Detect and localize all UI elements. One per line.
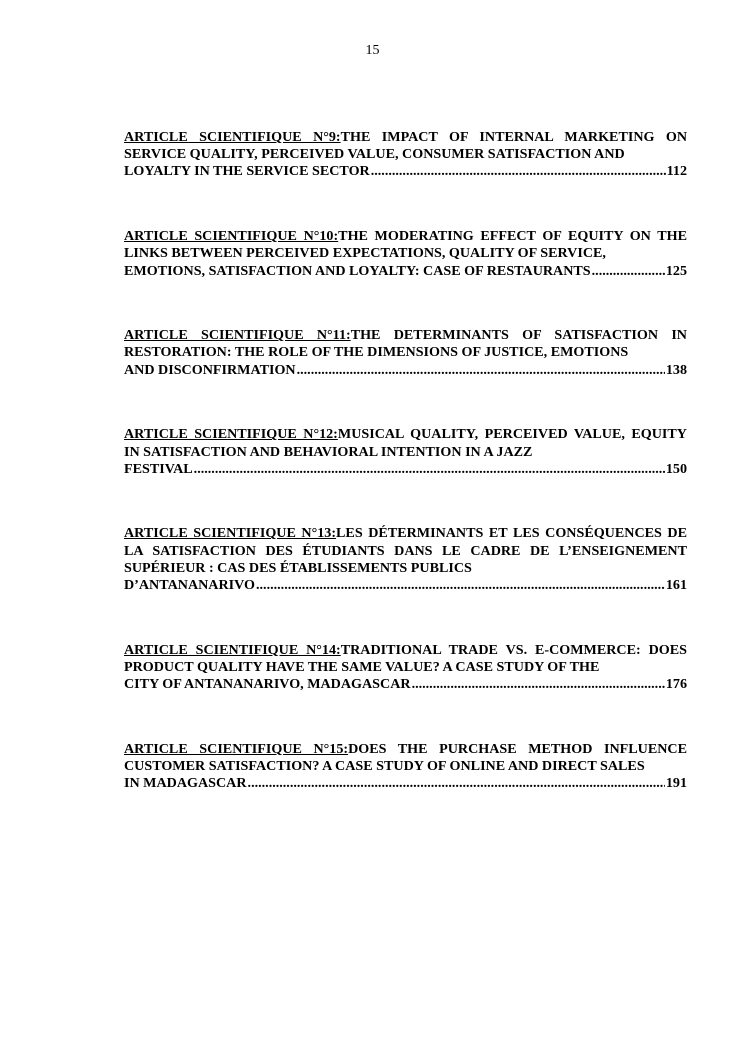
- toc-entry-text-end: FESTIVAL: [124, 460, 193, 477]
- toc-entry-text-end: D’ANTANANARIVO: [124, 577, 255, 594]
- toc-entry-text-end: IN MADAGASCAR: [124, 775, 247, 792]
- table-of-contents: [124, 129, 687, 840]
- toc-entry-text: TRADITIONAL TRADE VS. E-COMMERCE: DOES PRODUCT QUALITY HAVE THE SAME VALUE? A CASE STUDY OF THE: [124, 641, 687, 675]
- toc-entry-text-end: AND DISCONFIRMATION: [124, 361, 296, 378]
- dot-leader: [592, 263, 665, 280]
- toc-entry-last-line: [124, 775, 687, 792]
- toc-entry-article-9[interactable]: [124, 129, 687, 181]
- toc-entry-title: [124, 228, 687, 262]
- toc-entry-text: THE MODERATING EFFECT OF EQUITY ON THE LINKS BETWEEN PERCEIVED EXPECTATIONS, QUALITY OF SERVICE,: [124, 228, 687, 262]
- toc-entry-article-10[interactable]: [124, 228, 687, 280]
- toc-entry-article-13[interactable]: [124, 525, 687, 594]
- toc-entry-title: [124, 426, 687, 460]
- toc-entry-text: THE DETERMINANTS OF SATISFACTION IN RESTORATION: THE ROLE OF THE DIMENSIONS OF JUSTICE, EMOTIONS: [124, 327, 687, 361]
- toc-entry-last-line: [124, 461, 687, 478]
- dot-leader: [371, 163, 666, 180]
- toc-entry-prefix: ARTICLE SCIENTIFIQUE N°14:: [124, 641, 341, 658]
- toc-entry-last-line: [124, 263, 687, 280]
- toc-entry-last-line: [124, 163, 687, 180]
- toc-entry-last-line: [124, 676, 687, 693]
- toc-entry-text: MUSICAL QUALITY, PERCEIVED VALUE, EQUITY IN SATISFACTION AND BEHAVIORAL INTENTION IN A JAZZ: [124, 426, 687, 460]
- toc-entry-article-15[interactable]: [124, 741, 687, 793]
- toc-entry-prefix: ARTICLE SCIENTIFIQUE N°15:: [124, 740, 349, 757]
- toc-entry-page: 150: [665, 460, 687, 477]
- toc-entry-page: 112: [666, 163, 687, 180]
- toc-entry-article-14[interactable]: [124, 642, 687, 694]
- toc-entry-text-end: LOYALTY IN THE SERVICE SECTOR: [124, 163, 370, 180]
- toc-entry-article-12[interactable]: [124, 426, 687, 478]
- toc-entry-prefix: ARTICLE SCIENTIFIQUE N°13:: [124, 525, 337, 542]
- toc-entry-text-end: CITY OF ANTANANARIVO, MADAGASCAR: [124, 676, 411, 693]
- toc-entry-text: DOES THE PURCHASE METHOD INFLUENCE CUSTOMER SATISFACTION? A CASE STUDY OF ONLINE AND DIRECT SALES: [124, 740, 687, 775]
- toc-entry-last-line: [124, 577, 687, 594]
- page-number: 15: [365, 43, 380, 58]
- toc-entry-text-end: EMOTIONS, SATISFACTION AND LOYALTY: CASE OF RESTAURANTS: [124, 262, 591, 279]
- dot-leader: [297, 362, 665, 379]
- toc-entry-page: 138: [665, 361, 687, 378]
- toc-entry-page: 161: [665, 577, 687, 594]
- toc-entry-page: 176: [665, 676, 687, 693]
- toc-entry-text: LES DÉTERMINANTS ET LES CONSÉQUENCES DE LA SATISFACTION DES ÉTUDIANTS DANS LE CADRE DE L’ENSEIGNEMENT SUPÉRIEUR : CAS DES ÉTABLISSEMENTS PUBLICS: [124, 525, 687, 576]
- dot-leader: [248, 775, 665, 792]
- dot-leader: [412, 676, 665, 693]
- toc-entry-text: THE IMPACT OF INTERNAL MARKETING ON SERVICE QUALITY, PERCEIVED VALUE, CONSUMER SATISFACTION AND: [124, 129, 687, 163]
- toc-entry-prefix: ARTICLE SCIENTIFIQUE N°10:: [124, 228, 339, 245]
- toc-entry-title: [124, 642, 687, 676]
- toc-entry-page: 125: [665, 262, 687, 279]
- toc-entry-prefix: ARTICLE SCIENTIFIQUE N°9:: [124, 129, 341, 145]
- toc-entry-page: 191: [665, 775, 687, 792]
- toc-entry-title: [124, 129, 687, 163]
- dot-leader: [256, 577, 665, 594]
- dot-leader: [194, 461, 665, 478]
- toc-entry-article-11[interactable]: [124, 327, 687, 379]
- toc-entry-last-line: [124, 362, 687, 379]
- toc-entry-title: [124, 525, 687, 577]
- toc-entry-prefix: ARTICLE SCIENTIFIQUE N°12:: [124, 426, 338, 443]
- toc-entry-title: [124, 741, 687, 775]
- toc-entry-title: [124, 327, 687, 361]
- toc-entry-prefix: ARTICLE SCIENTIFIQUE N°11:: [124, 327, 351, 344]
